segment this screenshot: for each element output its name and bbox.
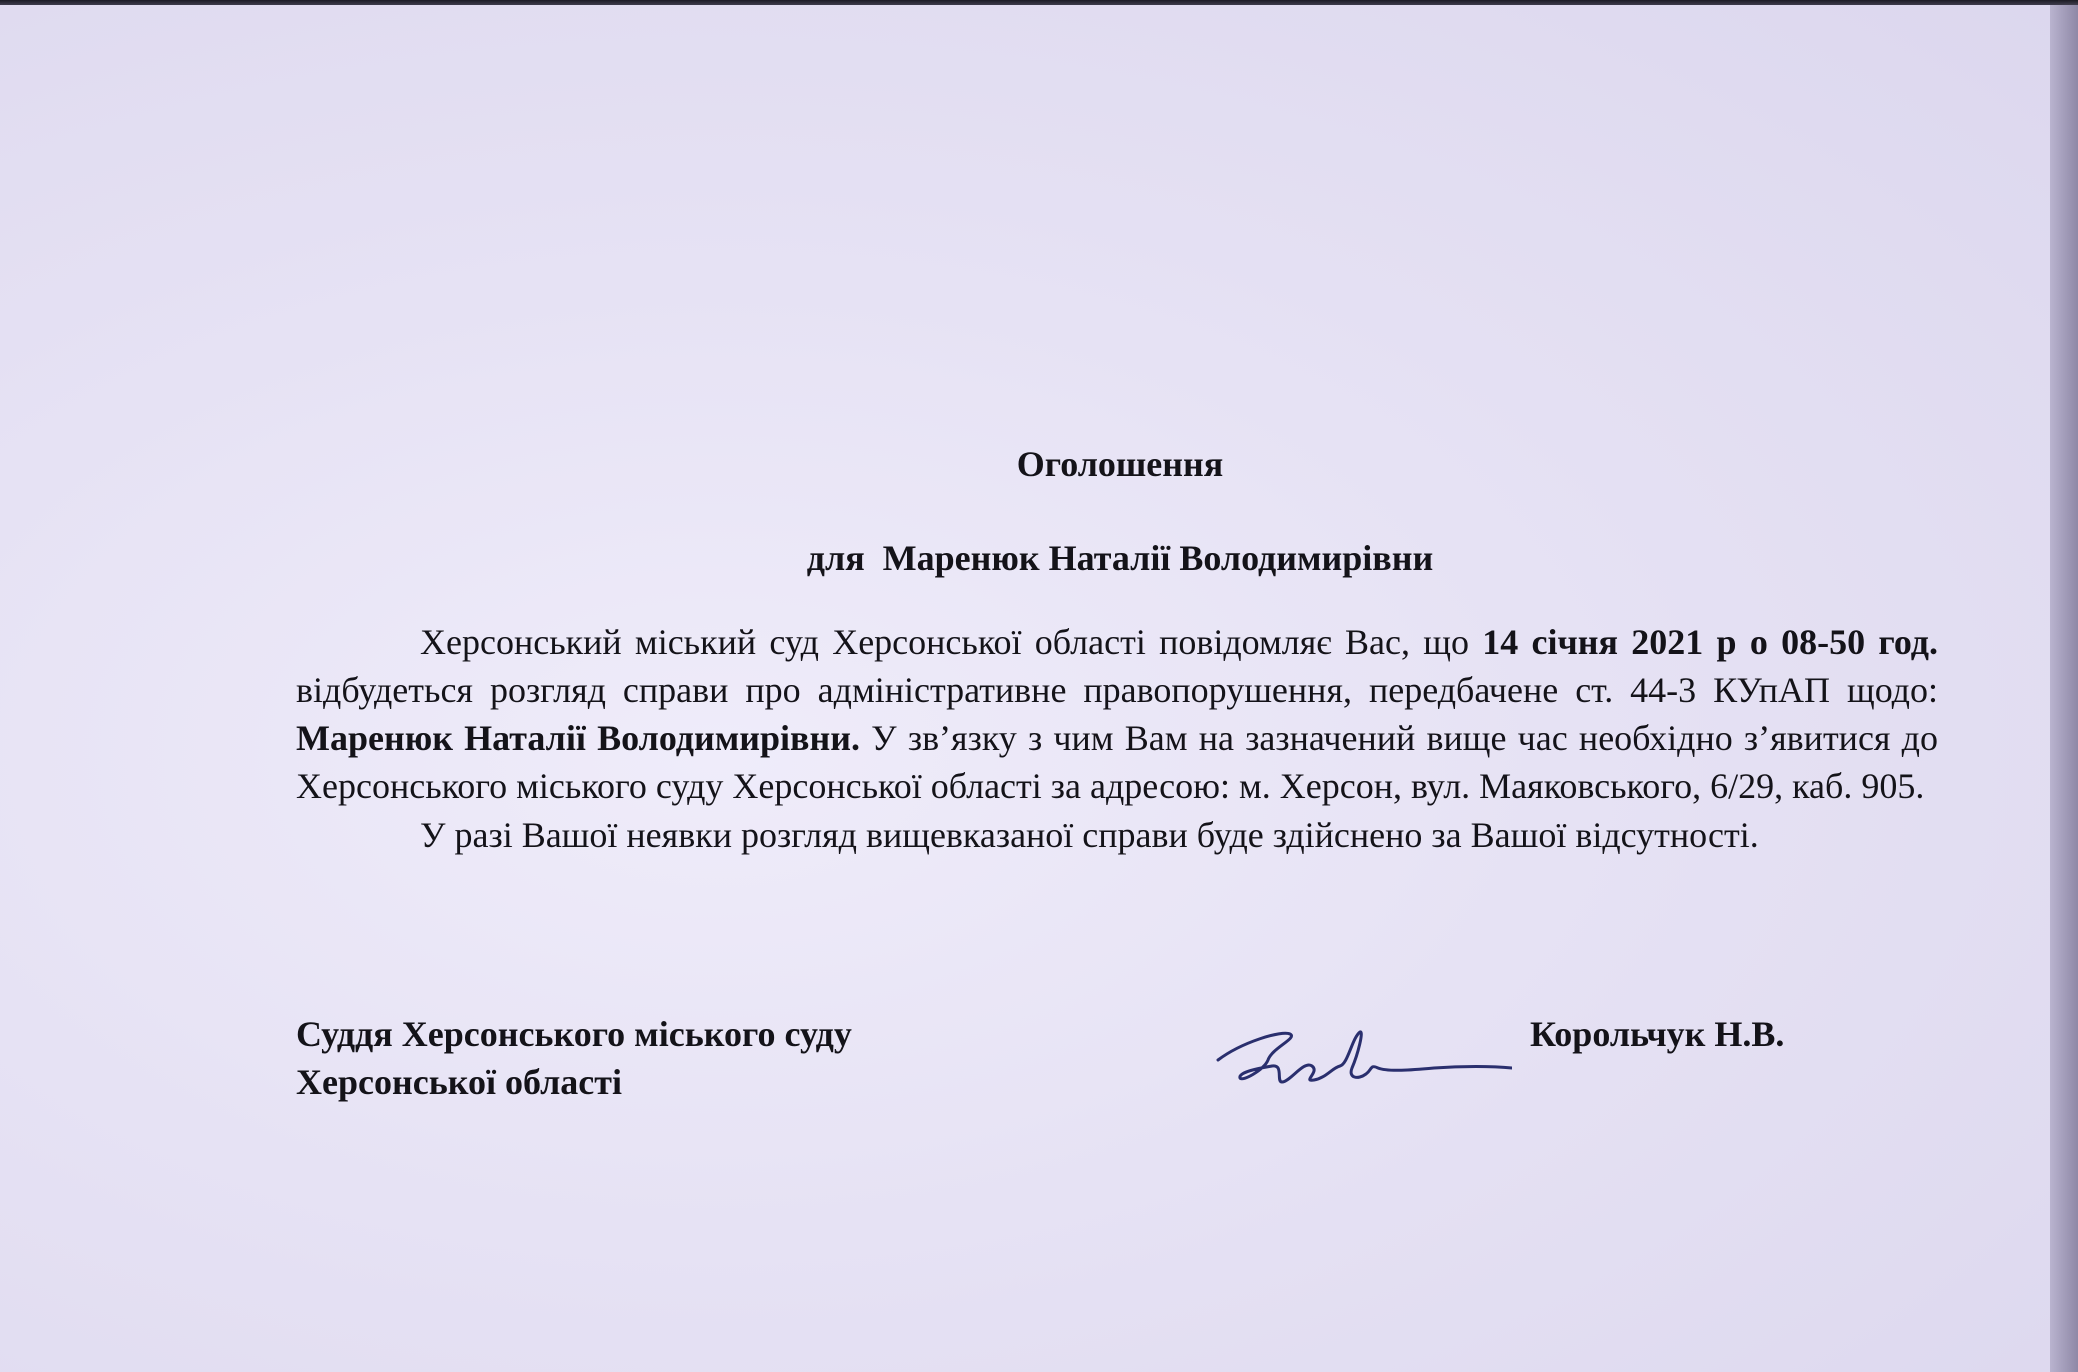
document-body — [296, 618, 1938, 860]
document-addressee: для Маренюк Наталії Володимирівни — [806, 538, 1434, 578]
paragraph-1-end: У зв’язку з чим Вам на зазначений вище час необхідно з’явитися до Херсонського міського суду Херсонської області за адресою: м. Херсон, вул. Маяковського, 6/29, каб. 905. — [296, 718, 1938, 806]
paragraph-1-mid: відбудеться розгляд справи про адміністративне правопорушення, передбачене ст. 44-3 КУпАП щодо: — [296, 670, 1938, 710]
judge-position — [296, 1010, 1016, 1106]
handwritten-signature — [1212, 1008, 1512, 1108]
paper-edge — [2050, 5, 2078, 1372]
judge-position-line-2: Херсонської області — [296, 1062, 622, 1102]
judge-name: Корольчук Н.В. — [1530, 1014, 1785, 1054]
body-paragraph-1 — [296, 618, 1938, 810]
paragraph-1-start: Херсонський міський суд Херсонської області повідомляє Вас, що — [420, 622, 1483, 662]
person-name: Маренюк Наталії Володимирівни. — [296, 718, 860, 758]
body-paragraph-2: У разі Вашої неявки розгляд вищевказаної справи буде здійснено за Вашої відсутності. — [420, 815, 1759, 855]
hearing-datetime: 14 січня 2021 р о 08-50 год. — [1482, 622, 1939, 662]
document-title: Оголошення — [1016, 444, 1224, 484]
judge-position-line-1: Суддя Херсонського міського суду — [296, 1014, 852, 1054]
